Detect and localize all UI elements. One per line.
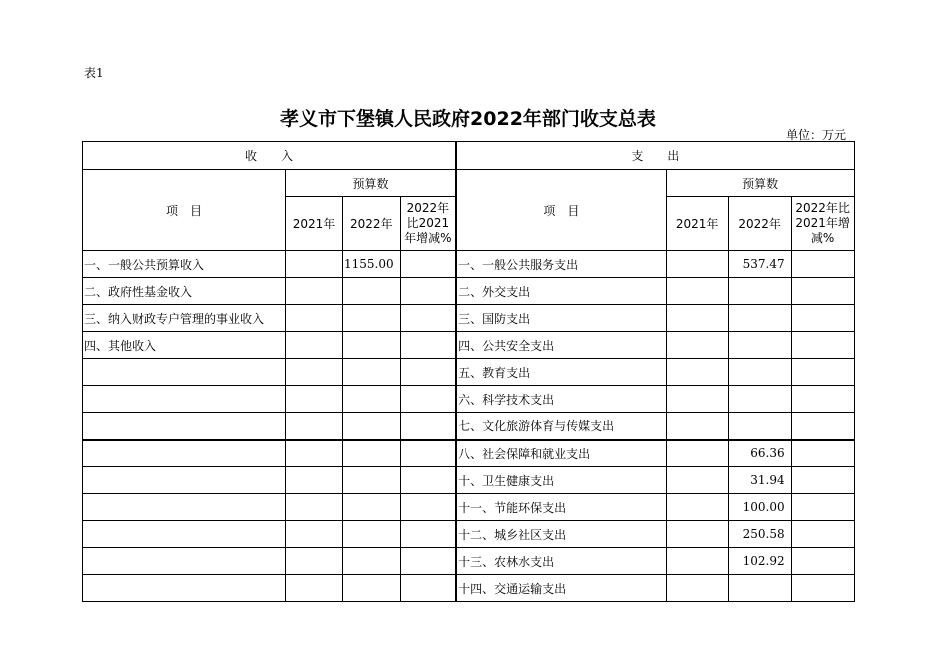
income-item-cell (83, 548, 286, 575)
table-row (83, 467, 855, 494)
expense-2022-cell: 102.92 (728, 548, 791, 575)
expense-change-cell (791, 386, 854, 413)
expense-2022-cell (728, 359, 791, 386)
income-item-cell (83, 494, 286, 521)
income-change-cell (400, 548, 456, 575)
income-2022-cell (343, 494, 401, 521)
income-2022-cell (343, 467, 401, 494)
expense-2021-cell (666, 332, 728, 359)
expense-change-cell (791, 548, 854, 575)
table-row (83, 359, 855, 386)
table-row (83, 305, 855, 332)
table-row (83, 386, 855, 413)
expense-2021-cell (666, 359, 728, 386)
table-row (83, 575, 855, 602)
income-2022-cell (343, 548, 401, 575)
expense-change-cell (791, 332, 854, 359)
income-2021-cell (286, 548, 343, 575)
income-2021-cell (286, 413, 343, 440)
income-change-cell (400, 386, 456, 413)
expense-2021-cell (666, 251, 728, 278)
income-change-cell (400, 467, 456, 494)
income-item-cell (83, 575, 286, 602)
table-row (83, 278, 855, 305)
expense-item-cell: 十四、交通运输支出 (456, 575, 666, 602)
table-row (83, 521, 855, 548)
income-2021-cell (286, 386, 343, 413)
expense-item-cell: 八、社会保障和就业支出 (456, 440, 666, 467)
budget-table (82, 141, 855, 602)
income-item-cell: 一、一般公共预算收入 (83, 251, 286, 278)
income-2021-cell (286, 575, 343, 602)
income-2021-cell (286, 521, 343, 548)
income-2022-cell (343, 305, 401, 332)
expense-2022-cell: 66.36 (728, 440, 791, 467)
table-row (83, 251, 855, 278)
income-2022-cell (343, 278, 401, 305)
expense-item-cell: 四、公共安全支出 (456, 332, 666, 359)
income-2021-header: 2021年 (286, 197, 343, 251)
expense-section-header: 支 出 (456, 142, 854, 170)
table-row (83, 413, 855, 440)
expense-item-cell: 五、教育支出 (456, 359, 666, 386)
income-item-cell: 二、政府性基金收入 (83, 278, 286, 305)
expense-change-cell (791, 440, 854, 467)
expense-change-cell (791, 467, 854, 494)
income-2021-cell (286, 278, 343, 305)
income-2022-cell (343, 359, 401, 386)
expense-change-cell (791, 278, 854, 305)
expense-change-cell (791, 359, 854, 386)
income-change-cell (400, 359, 456, 386)
expense-2021-cell (666, 386, 728, 413)
expense-2022-cell: 31.94 (728, 467, 791, 494)
page-title: 孝义市下堡镇人民政府2022年部门收支总表 (280, 108, 656, 130)
income-change-cell (400, 413, 456, 440)
income-2022-cell (343, 413, 401, 440)
income-change-cell (400, 494, 456, 521)
expense-2021-cell (666, 278, 728, 305)
table-row (83, 494, 855, 521)
expense-item-cell: 十二、城乡社区支出 (456, 521, 666, 548)
expense-change-cell (791, 494, 854, 521)
income-change-cell (400, 332, 456, 359)
expense-item-cell: 三、国防支出 (456, 305, 666, 332)
income-budget-header: 预算数 (286, 170, 457, 197)
expense-2022-cell (728, 413, 791, 440)
income-change-cell (400, 305, 456, 332)
expense-2021-cell (666, 440, 728, 467)
income-2021-cell (286, 305, 343, 332)
income-2021-cell (286, 359, 343, 386)
expense-change-cell (791, 251, 854, 278)
expense-2021-cell (666, 548, 728, 575)
income-item-header: 项 目 (83, 170, 286, 251)
expense-2021-header: 2021年 (666, 197, 728, 251)
expense-2022-cell (728, 332, 791, 359)
expense-2022-cell: 537.47 (728, 251, 791, 278)
expense-2022-cell (728, 305, 791, 332)
income-item-cell (83, 521, 286, 548)
expense-change-header: 2022年比2021年增减% (791, 197, 854, 251)
expense-2021-cell (666, 305, 728, 332)
table-label: 表1 (84, 66, 104, 80)
income-change-header: 2022年比2021年增减% (400, 197, 456, 251)
income-2021-cell (286, 467, 343, 494)
income-item-cell: 三、纳入财政专户管理的事业收入 (83, 305, 286, 332)
expense-2021-cell (666, 413, 728, 440)
expense-2021-cell (666, 467, 728, 494)
expense-2022-cell: 250.58 (728, 521, 791, 548)
expense-2022-header: 2022年 (728, 197, 791, 251)
income-2022-cell (343, 332, 401, 359)
income-2022-cell (343, 575, 401, 602)
table-row (83, 332, 855, 359)
expense-item-header: 项 目 (456, 170, 666, 251)
expense-change-cell (791, 413, 854, 440)
expense-item-cell: 十一、节能环保支出 (456, 494, 666, 521)
income-2022-cell (343, 521, 401, 548)
expense-item-cell: 十、卫生健康支出 (456, 467, 666, 494)
income-change-cell (400, 575, 456, 602)
expense-change-cell (791, 305, 854, 332)
income-2021-cell (286, 332, 343, 359)
income-change-cell (400, 251, 456, 278)
expense-2021-cell (666, 521, 728, 548)
income-2022-cell: 1155.00 (343, 251, 401, 278)
table-row (83, 548, 855, 575)
expense-item-cell: 六、科学技术支出 (456, 386, 666, 413)
income-2021-cell (286, 251, 343, 278)
income-item-cell (83, 440, 286, 467)
expense-change-cell (791, 521, 854, 548)
expense-2022-cell (728, 278, 791, 305)
expense-2022-cell (728, 575, 791, 602)
income-2021-cell (286, 440, 343, 467)
income-item-cell: 四、其他收入 (83, 332, 286, 359)
income-2021-cell (286, 494, 343, 521)
expense-2021-cell (666, 494, 728, 521)
expense-change-cell (791, 575, 854, 602)
expense-budget-header: 预算数 (666, 170, 854, 197)
income-change-cell (400, 278, 456, 305)
income-2022-cell (343, 440, 401, 467)
expense-item-cell: 二、外交支出 (456, 278, 666, 305)
income-2022-header: 2022年 (343, 197, 401, 251)
unit-label: 单位：万元 (786, 128, 847, 142)
expense-2021-cell (666, 575, 728, 602)
expense-item-cell: 十三、农林水支出 (456, 548, 666, 575)
income-section-header: 收 入 (83, 142, 457, 170)
income-item-cell (83, 467, 286, 494)
income-change-cell (400, 440, 456, 467)
income-change-cell (400, 521, 456, 548)
income-2022-cell (343, 386, 401, 413)
expense-item-cell: 一、一般公共服务支出 (456, 251, 666, 278)
expense-2022-cell: 100.00 (728, 494, 791, 521)
expense-2022-cell (728, 386, 791, 413)
income-item-cell (83, 386, 286, 413)
income-item-cell (83, 359, 286, 386)
expense-item-cell: 七、文化旅游体育与传媒支出 (456, 413, 666, 440)
income-item-cell (83, 413, 286, 440)
table-row (83, 440, 855, 467)
